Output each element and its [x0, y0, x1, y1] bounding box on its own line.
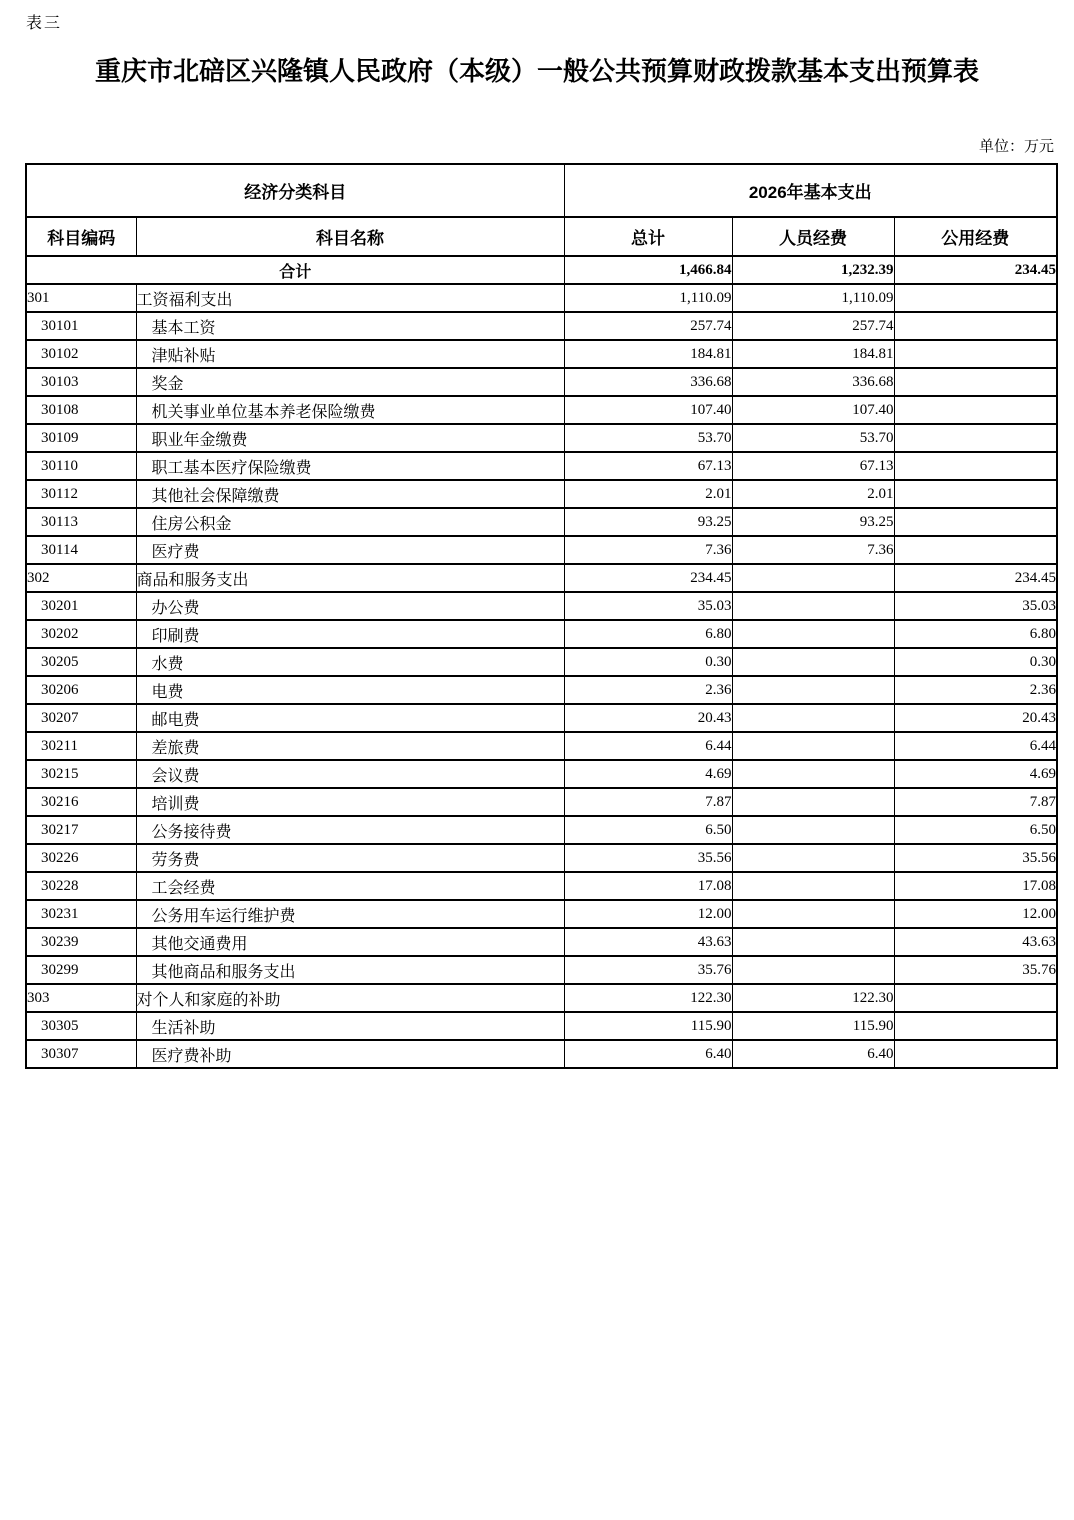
total-cell: 35.56: [564, 844, 732, 872]
total-cell: 184.81: [564, 340, 732, 368]
name-cell: 工会经费: [136, 872, 564, 900]
table-row: [26, 1040, 1057, 1068]
personnel-cell: 67.13: [732, 452, 894, 480]
public-cell: [894, 396, 1057, 424]
public-cell: [894, 284, 1057, 312]
code-cell: 30239: [26, 928, 136, 956]
total-cell: 4.69: [564, 760, 732, 788]
code-cell: 30112: [26, 480, 136, 508]
public-cell: [894, 508, 1057, 536]
budget-table: [25, 163, 1058, 1069]
name-cell: 对个人和家庭的补助: [136, 984, 564, 1012]
total-cell: 0.30: [564, 648, 732, 676]
public-cell: [894, 1040, 1057, 1068]
table-row: [26, 312, 1057, 340]
column-header-public: 公用经费: [894, 217, 1057, 256]
name-cell: 职工基本医疗保险缴费: [136, 452, 564, 480]
table-row: [26, 676, 1057, 704]
personnel-cell: 93.25: [732, 508, 894, 536]
total-cell: 7.36: [564, 536, 732, 564]
total-cell: 17.08: [564, 872, 732, 900]
personnel-cell: [732, 872, 894, 900]
code-cell: 30299: [26, 956, 136, 984]
total-cell: 257.74: [564, 312, 732, 340]
public-cell: [894, 424, 1057, 452]
table-row: [26, 480, 1057, 508]
code-cell: 30205: [26, 648, 136, 676]
personnel-cell: 184.81: [732, 340, 894, 368]
table-row: [26, 284, 1057, 312]
column-header-personnel: 人员经费: [732, 217, 894, 256]
name-cell: 职业年金缴费: [136, 424, 564, 452]
public-cell: 6.80: [894, 620, 1057, 648]
personnel-cell: [732, 704, 894, 732]
public-cell: 234.45: [894, 564, 1057, 592]
grand-total-row: [26, 256, 1057, 284]
public-cell: [894, 536, 1057, 564]
name-cell: 印刷费: [136, 620, 564, 648]
personnel-cell: [732, 788, 894, 816]
personnel-cell: 2.01: [732, 480, 894, 508]
name-cell: 生活补助: [136, 1012, 564, 1040]
table-row: [26, 564, 1057, 592]
public-cell: 20.43: [894, 704, 1057, 732]
code-cell: 301: [26, 284, 136, 312]
personnel-cell: [732, 844, 894, 872]
personnel-cell: 336.68: [732, 368, 894, 396]
name-cell: 医疗费补助: [136, 1040, 564, 1068]
code-cell: 30206: [26, 676, 136, 704]
table-row: [26, 508, 1057, 536]
total-cell: 67.13: [564, 452, 732, 480]
public-cell: 43.63: [894, 928, 1057, 956]
table-row: [26, 452, 1057, 480]
total-cell: 6.50: [564, 816, 732, 844]
code-cell: 30216: [26, 788, 136, 816]
public-cell: 2.36: [894, 676, 1057, 704]
name-cell: 水费: [136, 648, 564, 676]
public-cell: [894, 312, 1057, 340]
table-row: [26, 900, 1057, 928]
table-row: [26, 956, 1057, 984]
personnel-cell: [732, 564, 894, 592]
column-header-code: 科目编码: [26, 217, 136, 256]
name-cell: 工资福利支出: [136, 284, 564, 312]
personnel-cell: [732, 928, 894, 956]
grand-total-public-cell: 234.45: [894, 256, 1057, 284]
code-cell: 30217: [26, 816, 136, 844]
personnel-cell: [732, 956, 894, 984]
personnel-cell: 115.90: [732, 1012, 894, 1040]
name-cell: 电费: [136, 676, 564, 704]
code-cell: 30226: [26, 844, 136, 872]
table-row: [26, 844, 1057, 872]
public-cell: 0.30: [894, 648, 1057, 676]
total-cell: 20.43: [564, 704, 732, 732]
column-header-total: 总计: [564, 217, 732, 256]
code-cell: 30109: [26, 424, 136, 452]
personnel-cell: [732, 816, 894, 844]
personnel-cell: [732, 592, 894, 620]
code-cell: 302: [26, 564, 136, 592]
public-cell: [894, 340, 1057, 368]
table-row: [26, 872, 1057, 900]
unit-note: 单位：万元: [978, 137, 1054, 155]
table-header: [26, 164, 1057, 256]
name-cell: 津贴补贴: [136, 340, 564, 368]
public-cell: [894, 1012, 1057, 1040]
public-cell: [894, 452, 1057, 480]
name-cell: 基本工资: [136, 312, 564, 340]
table-row: [26, 760, 1057, 788]
name-cell: 差旅费: [136, 732, 564, 760]
personnel-cell: 6.40: [732, 1040, 894, 1068]
total-cell: 336.68: [564, 368, 732, 396]
total-cell: 115.90: [564, 1012, 732, 1040]
total-cell: 35.76: [564, 956, 732, 984]
page-title: 重庆市北碚区兴隆镇人民政府（本级）一般公共预算财政拨款基本支出预算表: [94, 56, 979, 86]
code-cell: 30110: [26, 452, 136, 480]
name-cell: 机关事业单位基本养老保险缴费: [136, 396, 564, 424]
code-cell: 30231: [26, 900, 136, 928]
table-row: [26, 816, 1057, 844]
table-row: [26, 368, 1057, 396]
code-cell: 30201: [26, 592, 136, 620]
public-cell: [894, 984, 1057, 1012]
table-row: [26, 928, 1057, 956]
personnel-cell: 257.74: [732, 312, 894, 340]
header-2026-basic-spending: 2026年基本支出: [564, 164, 1057, 217]
name-cell: 培训费: [136, 788, 564, 816]
personnel-cell: 122.30: [732, 984, 894, 1012]
table-row: [26, 424, 1057, 452]
public-cell: 7.87: [894, 788, 1057, 816]
name-cell: 奖金: [136, 368, 564, 396]
total-cell: 6.40: [564, 1040, 732, 1068]
total-cell: 2.36: [564, 676, 732, 704]
code-cell: 30103: [26, 368, 136, 396]
name-cell: 劳务费: [136, 844, 564, 872]
code-cell: 30211: [26, 732, 136, 760]
name-cell: 公务用车运行维护费: [136, 900, 564, 928]
personnel-cell: [732, 620, 894, 648]
name-cell: 其他社会保障缴费: [136, 480, 564, 508]
code-cell: 30108: [26, 396, 136, 424]
total-cell: 2.01: [564, 480, 732, 508]
code-cell: 30228: [26, 872, 136, 900]
personnel-cell: [732, 732, 894, 760]
code-cell: 303: [26, 984, 136, 1012]
total-cell: 234.45: [564, 564, 732, 592]
public-cell: 35.56: [894, 844, 1057, 872]
total-cell: 43.63: [564, 928, 732, 956]
table-row: [26, 984, 1057, 1012]
total-cell: 12.00: [564, 900, 732, 928]
total-cell: 35.03: [564, 592, 732, 620]
name-cell: 办公费: [136, 592, 564, 620]
table-row: [26, 704, 1057, 732]
code-cell: 30307: [26, 1040, 136, 1068]
total-cell: 53.70: [564, 424, 732, 452]
personnel-cell: 53.70: [732, 424, 894, 452]
public-cell: 12.00: [894, 900, 1057, 928]
code-cell: 30202: [26, 620, 136, 648]
public-cell: 6.44: [894, 732, 1057, 760]
personnel-cell: [732, 676, 894, 704]
grand-total-total-cell: 1,466.84: [564, 256, 732, 284]
public-cell: 17.08: [894, 872, 1057, 900]
code-cell: 30114: [26, 536, 136, 564]
total-cell: 6.44: [564, 732, 732, 760]
personnel-cell: [732, 900, 894, 928]
total-cell: 107.40: [564, 396, 732, 424]
table-row: [26, 592, 1057, 620]
grand-total-label: 合计: [26, 256, 564, 284]
total-cell: 6.80: [564, 620, 732, 648]
table-row: [26, 1012, 1057, 1040]
name-cell: 医疗费: [136, 536, 564, 564]
personnel-cell: 1,110.09: [732, 284, 894, 312]
personnel-cell: 7.36: [732, 536, 894, 564]
table-row: [26, 732, 1057, 760]
personnel-cell: [732, 648, 894, 676]
name-cell: 邮电费: [136, 704, 564, 732]
name-cell: 其他交通费用: [136, 928, 564, 956]
public-cell: 4.69: [894, 760, 1057, 788]
table-row: [26, 340, 1057, 368]
table-number-tag: 表三: [26, 13, 63, 32]
public-cell: 35.03: [894, 592, 1057, 620]
code-cell: 30207: [26, 704, 136, 732]
public-cell: [894, 368, 1057, 396]
public-cell: 35.76: [894, 956, 1057, 984]
column-header-name: 科目名称: [136, 217, 564, 256]
public-cell: 6.50: [894, 816, 1057, 844]
table-row: [26, 788, 1057, 816]
table-row: [26, 396, 1057, 424]
personnel-cell: [732, 760, 894, 788]
code-cell: 30102: [26, 340, 136, 368]
code-cell: 30101: [26, 312, 136, 340]
personnel-cell: 107.40: [732, 396, 894, 424]
total-cell: 93.25: [564, 508, 732, 536]
table-row: [26, 620, 1057, 648]
code-cell: 30113: [26, 508, 136, 536]
name-cell: 商品和服务支出: [136, 564, 564, 592]
total-cell: 1,110.09: [564, 284, 732, 312]
grand-total-personnel-cell: 1,232.39: [732, 256, 894, 284]
total-cell: 122.30: [564, 984, 732, 1012]
name-cell: 会议费: [136, 760, 564, 788]
table-row: [26, 648, 1057, 676]
name-cell: 其他商品和服务支出: [136, 956, 564, 984]
public-cell: [894, 480, 1057, 508]
column-header-row: [26, 217, 1057, 256]
table-body: [26, 256, 1057, 1068]
table-row: [26, 536, 1057, 564]
name-cell: 住房公积金: [136, 508, 564, 536]
group-header-row: [26, 164, 1057, 217]
code-cell: 30305: [26, 1012, 136, 1040]
total-cell: 7.87: [564, 788, 732, 816]
name-cell: 公务接待费: [136, 816, 564, 844]
header-economic-classification: 经济分类科目: [26, 164, 564, 217]
code-cell: 30215: [26, 760, 136, 788]
